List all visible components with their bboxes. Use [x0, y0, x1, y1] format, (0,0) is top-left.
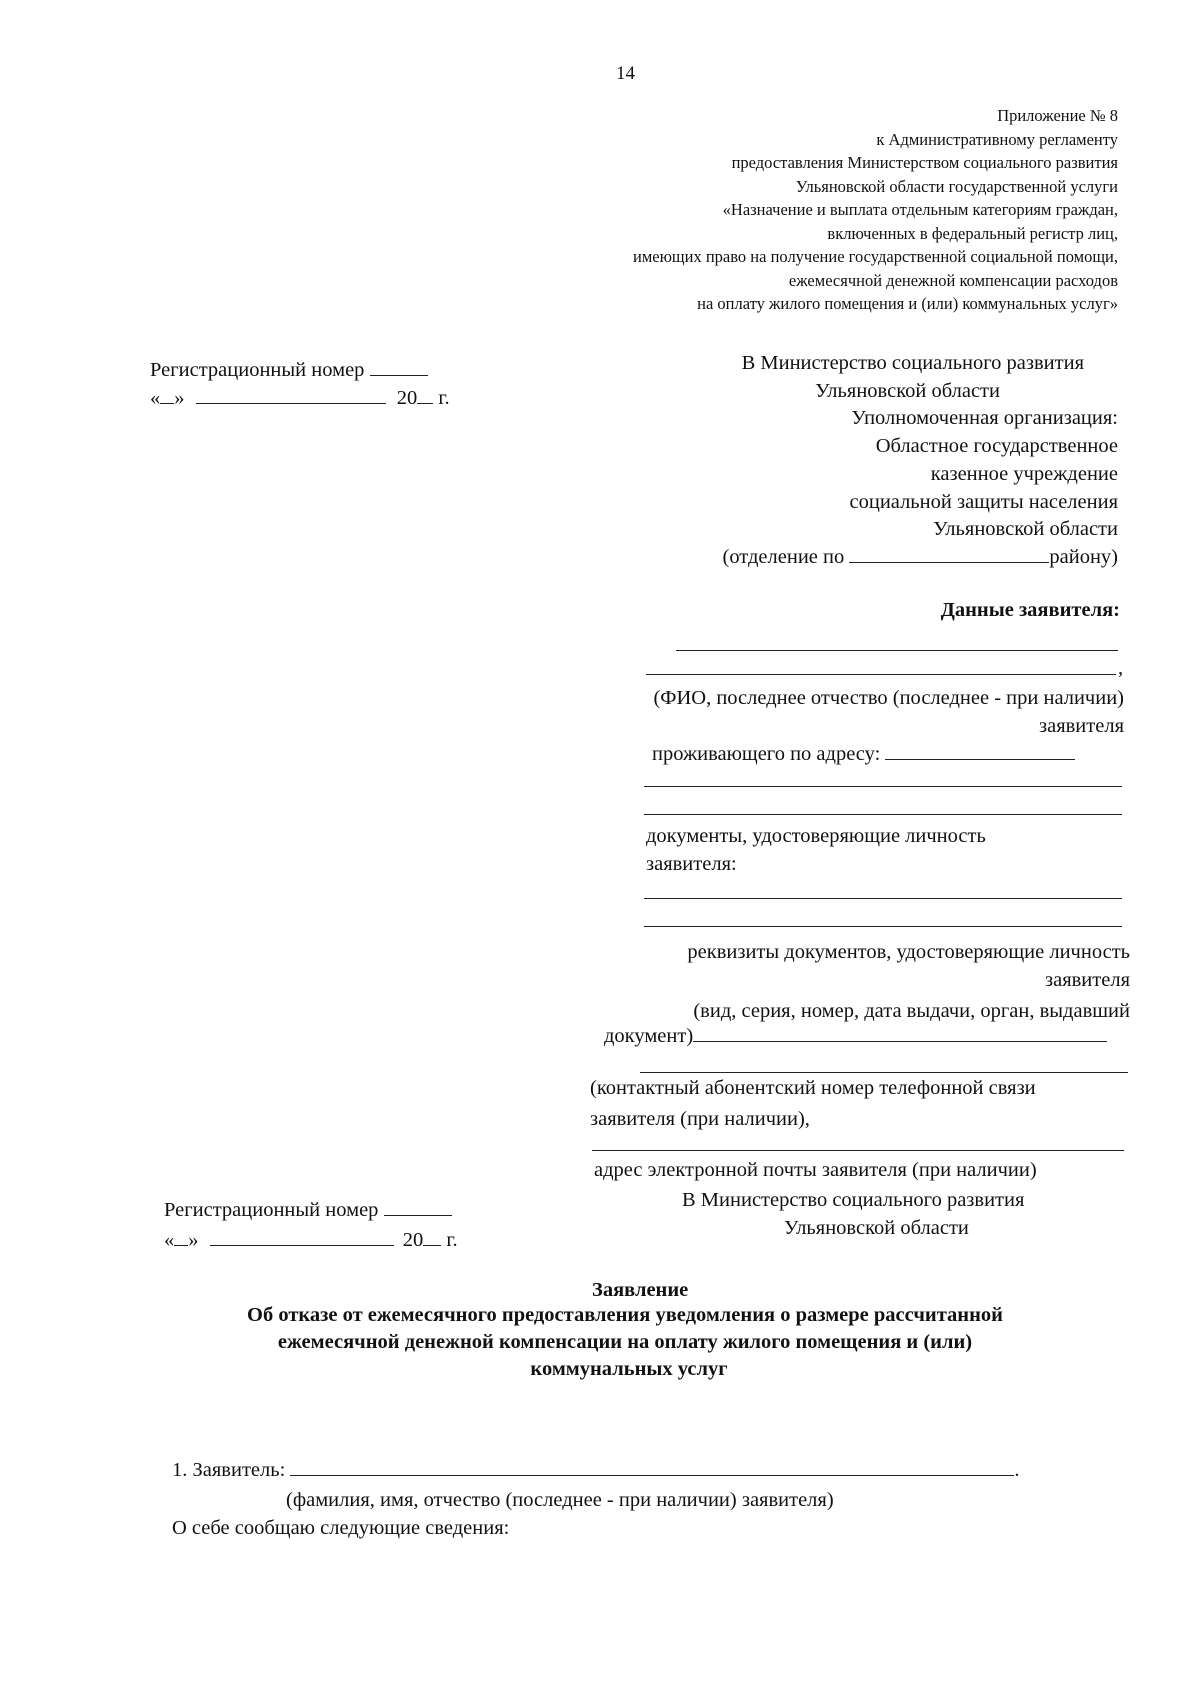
applicant-heading: Данные заявителя: — [940, 599, 1120, 621]
month-blank[interactable] — [196, 385, 386, 404]
docs-label-line: заявителя: — [646, 853, 737, 875]
docs-line-1[interactable] — [644, 898, 1122, 899]
phone-label-line: (контактный абонентский номер телефонной связи — [590, 1077, 1036, 1099]
appendix-line: предоставления Министерством социального развития — [731, 153, 1118, 172]
reqs-blank[interactable] — [693, 1023, 1107, 1042]
year-blank[interactable] — [417, 385, 433, 404]
self-info-label: О себе сообщаю следующие сведения: — [172, 1517, 510, 1539]
quote-close: » — [188, 1229, 199, 1251]
appendix-line: на оплату жилого помещения и (или) коммунальных услуг» — [697, 294, 1118, 313]
item-applicant-row — [172, 1456, 1020, 1484]
appendix-header — [418, 104, 1118, 316]
statement-subtitle-line: Об отказе от ежемесячного предоставления уведомления о размере рассчитанной — [247, 1304, 1003, 1326]
fio-caption-line: заявителя — [1039, 715, 1124, 737]
appendix-line: «Назначение и выплата отдельным категориям граждан, — [722, 200, 1118, 219]
registration-label: Регистрационный номер — [164, 1199, 379, 1221]
year-prefix: 20 — [402, 1229, 424, 1251]
branch-suffix: району) — [1049, 545, 1118, 568]
email-label: адрес электронной почты заявителя (при наличии) — [594, 1159, 1037, 1181]
registration-date-1 — [150, 384, 450, 412]
fio-line-2[interactable] — [646, 674, 1116, 675]
recipient-line: казенное учреждение — [930, 462, 1118, 485]
day-blank[interactable] — [174, 1227, 188, 1246]
reqs-doc-label: документ) — [604, 1025, 694, 1047]
address-line-3[interactable] — [644, 814, 1122, 815]
fio-caption — [653, 684, 1124, 740]
month-blank[interactable] — [210, 1227, 394, 1246]
page-number: 14 — [616, 63, 635, 84]
appendix-line: имеющих право на получение государственной социальной помощи, — [633, 247, 1118, 266]
phone-line[interactable] — [592, 1150, 1124, 1151]
reqs-line-2[interactable] — [640, 1072, 1128, 1073]
reqs-label-line: (вид, серия, номер, дата выдачи, орган, выдавший — [693, 1000, 1130, 1022]
quote-open: « — [164, 1229, 175, 1251]
branch-prefix: (отделение по — [722, 545, 845, 568]
recipient-block — [618, 350, 1118, 572]
year-suffix: г. — [438, 387, 450, 409]
item-applicant-label: 1. Заявитель: — [172, 1459, 286, 1481]
appendix-line: включенных в федеральный регистр лиц, — [827, 223, 1118, 243]
address-row — [652, 740, 1075, 768]
appendix-line: ежемесячной денежной компенсации расходов — [788, 270, 1118, 290]
recipient-2-line-1: В Министерство социального развития — [682, 1189, 1025, 1211]
appendix-line: к Административному регламенту — [876, 129, 1118, 149]
recipient-line: Областное государственное — [875, 435, 1118, 458]
fio-caption-line: (ФИО, последнее отчество (последнее - при наличии) — [653, 687, 1124, 709]
registration-blank[interactable] — [370, 357, 428, 376]
registration-blank[interactable] — [384, 1197, 452, 1216]
reqs-label-line: реквизиты документов, удостоверяющие личность — [687, 941, 1130, 963]
appendix-line: Приложение № 8 — [997, 106, 1118, 125]
applicant-name-blank[interactable] — [290, 1457, 1014, 1476]
docs-line-2[interactable] — [644, 926, 1122, 927]
registration-date-2 — [164, 1226, 458, 1254]
registration-number-2 — [164, 1196, 452, 1224]
item-applicant-caption: (фамилия, имя, отчество (последнее - при наличии) заявителя) — [286, 1489, 834, 1511]
quote-close: » — [174, 387, 185, 409]
quote-open: « — [150, 387, 161, 409]
year-blank[interactable] — [423, 1227, 441, 1246]
statement-subtitle-line: коммунальных услуг — [530, 1358, 728, 1380]
reqs-doc-row — [604, 1022, 1107, 1050]
docs-label — [646, 822, 986, 878]
phone-label-line: заявителя (при наличии), — [590, 1108, 810, 1130]
address-label: проживающего по адресу: — [652, 743, 881, 765]
registration-number-1 — [150, 356, 428, 384]
appendix-line: Ульяновской области государственной услуги — [795, 176, 1118, 196]
year-prefix: 20 — [396, 387, 418, 409]
year-suffix: г. — [446, 1229, 458, 1251]
branch-line — [618, 544, 1118, 572]
statement-subtitle-line: ежемесячной денежной компенсации на оплату жилого помещения и (или) — [277, 1331, 973, 1353]
recipient-2-line-2: Ульяновской области — [784, 1217, 969, 1239]
fio-line-1[interactable] — [676, 650, 1118, 651]
address-line-2[interactable] — [644, 786, 1122, 787]
recipient-line: В Министерство социального развития — [741, 352, 1084, 374]
address-blank[interactable] — [885, 741, 1075, 760]
fio-comma: , — [1118, 657, 1124, 679]
reqs-label — [687, 938, 1130, 1025]
reqs-label-line: заявителя — [1045, 969, 1130, 991]
recipient-line: Ульяновской области — [815, 379, 1000, 402]
phone-label — [590, 1074, 1036, 1133]
recipient-line: социальной защиты населения — [849, 490, 1118, 513]
recipient-line: Уполномоченная организация: — [851, 407, 1118, 430]
statement-subtitle — [150, 1302, 1100, 1383]
registration-label: Регистрационный номер — [150, 359, 365, 381]
docs-label-line: документы, удостоверяющие личность — [646, 825, 986, 847]
day-blank[interactable] — [160, 385, 174, 404]
district-blank[interactable] — [849, 544, 1049, 563]
item-end: . — [1014, 1459, 1020, 1481]
recipient-line: Ульяновской области — [933, 518, 1118, 541]
statement-title: Заявление — [592, 1279, 689, 1301]
